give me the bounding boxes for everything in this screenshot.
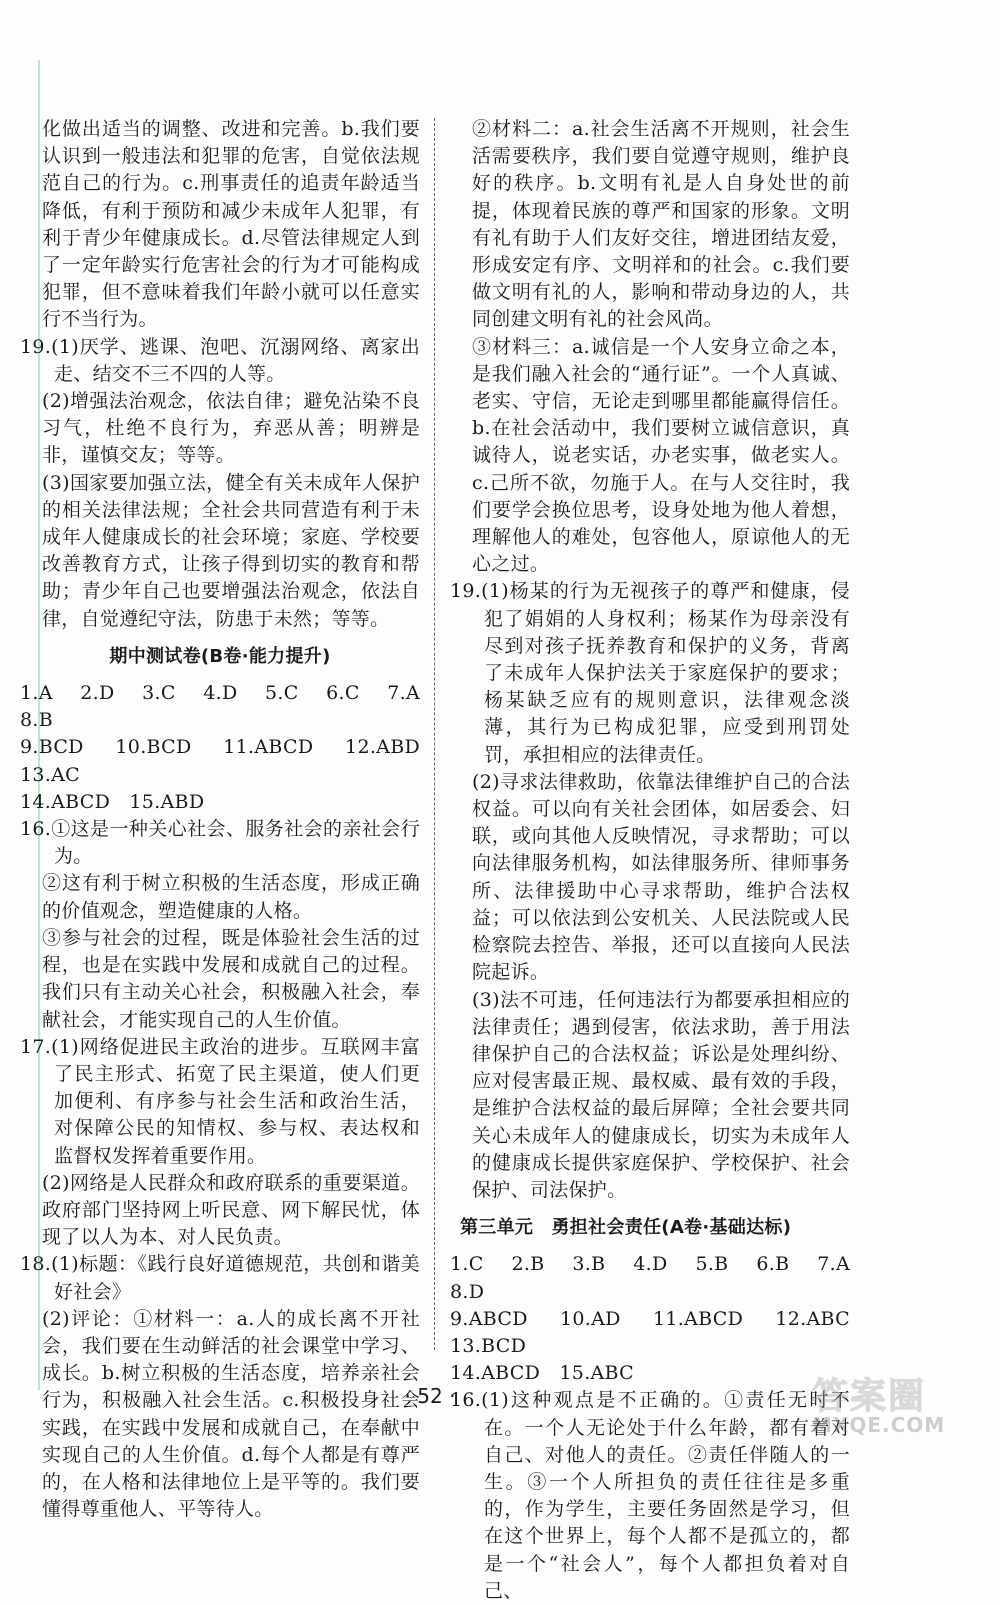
text-paragraph: 14.ABCD 15.ABD [20, 790, 205, 813]
section-heading: 期中测试卷(B卷·能力提升) [109, 645, 331, 667]
text-paragraph: 化做出适当的调整、改进和完善。b.我们要认识到一般违法和犯罪的危害，自觉依法规范自己的行为。c.刑事责任的追责年龄适当降低，有利于预防和减少未成年人犯罪，有利于青少年健康成长。d.尽管法律规定人到了一定年龄实行危害社会的行为才可能构成犯罪，但不意味着我们年龄小就可以任意实行不当行为。 [42, 118, 420, 331]
text-paragraph: 19.(1)厌学、逃课、泡吧、沉溺网络、离家出走、结交不三不四的人等。 [20, 335, 420, 385]
text-paragraph: 19.(1)杨某的行为无视孩子的尊严和健康，侵犯了娟娟的人身权利；杨某作为母亲没有尽到对孩子抚养教育和保护的义务，背离了未成年人保护法关于家庭保护的要求；杨某缺乏应有的规则意识，法律观念淡薄，其行为已构成犯罪，应受到刑罚处罚，承担相应的法律责任。 [450, 580, 850, 766]
text-paragraph: (3)国家要加强立法，健全有关未成年人保护的相关法律法规；全社会共同营造有利于未成年人健康成长的社会环境；家庭、学校要改善教育方式，让孩子得到切实的教育和帮助；青少年自己也要增强法治观念，依法自律，自觉遵纪守法，防患于未然；等等。 [42, 471, 420, 630]
watermark-logo [812, 1368, 992, 1438]
text-paragraph: (2)评论：①材料一：a.人的成长离不开社会，我们要在生动鲜活的社会课堂中学习、成长。b.树立积极的生活态度，培养亲社会行为，积极融入社会生活。c.积极投身社会实践，在实践中发展和成就自己，在奉献中实现自己的人生价值。d.每个人都是有尊严的，在人格和法律地位上是平等的。我们要懂得尊重他人、平等待人。 [42, 1307, 420, 1521]
text-paragraph: ②这有利于树立积极的生活态度，形成正确的价值观念，塑造健康的人格。 [42, 872, 420, 922]
watermark-text: 答案圈 [812, 1376, 927, 1417]
text-paragraph: (2)增强法治观念，依法自律；避免沾染不良习气，杜绝不良行为，弃恶从善；明辨是非，谨慎交友；等等。 [42, 390, 420, 467]
text-paragraph: 17.(1)网络促进民主政治的进步。互联网丰富了民主形式、拓宽了民主渠道，使人们更加便利、有序参与社会生活和政治生活，对保障公民的知情权、参与权、表达权和监督权发挥着重要作用。 [20, 1035, 420, 1167]
section-heading: 第三单元 勇担社会责任(A卷·基础达标) [460, 1217, 792, 1239]
text-paragraph: 14.ABCD 15.ABC [450, 1362, 635, 1385]
watermark-url: MXQE.COM [812, 1413, 946, 1437]
text-paragraph: ③材料三：a.诚信是一个人安身立命之本，是我们融入社会的“通行证”。一个人真诚、老实、守信，无论走到哪里都能赢得信任。b.在社会活动中，我们要树立诚信意识，真诚待人，说老实话，办老实事，做老实人。c.己所不欲，勿施于人。在与人交往时，我们要学会换位思考，设身处地为他人着想，理解他人的难处，包容他人，原谅他人的无心之过。 [472, 335, 850, 576]
text-paragraph: ③参与社会的过程，既是体验社会生活的过程，也是在实践中发展和成就自己的过程。我们只有主动关心社会，积极融入社会，奉献社会，才能实现自己的人生价值。 [42, 926, 420, 1031]
text-paragraph: 1.C 2.B 3.B 4.D 5.B 6.B 7.A 8.D [450, 1253, 870, 1303]
text-paragraph: 16.①这是一种关心社会、服务社会的亲社会行为。 [20, 818, 420, 868]
text-paragraph: (2)寻求法律救助，依靠法律维护自己的合法权益。可以向有关社会团体，如居委会、妇联，或向其他人反映情况，寻求帮助；可以向法律服务机构，如法律服务所、律师事务所、法律援助中心寻求帮助，维护合法权益；可以依法到公安机关、人民法院或人民检察院去控告、举报，还可以直接向人民法院起诉。 [472, 770, 850, 984]
text-paragraph: 18.(1)标题：《践行良好道德规范，共创和谐美好社会》 [20, 1253, 420, 1303]
text-paragraph: 9.ABCD 10.AD 11.ABCD 12.ABC 13.BCD [450, 1307, 870, 1357]
text-paragraph: 1.A 2.D 3.C 4.D 5.C 6.C 7.A 8.B [20, 682, 440, 732]
column-divider [434, 118, 435, 1350]
text-paragraph: (2)网络是人民群众和政府联系的重要渠道。政府部门坚持网上听民意、网下解民忧，体现了以人为本、对人民负责。 [42, 1171, 420, 1249]
page-number: · 52 · [404, 1384, 456, 1408]
text-paragraph: (3)法不可违，任何违法行为都要承担相应的法律责任；遇到侵害，依法求助，善于用法律保护自己的合法权益；诉讼是处理纠纷、应对侵害最正规、最权威、最有效的手段，是维护合法权益的最后屏障；全社会要共同关心未成年人的健康成长，切实为未成年人的健康成长提供家庭保护、学校保护、社会保护、司法保护。 [472, 988, 850, 1201]
text-paragraph: 16.(1)这种观点是不正确的。①责任无时不在。一个人无论处于什么年龄，都有着对自己、对他人的责任。②责任伴随人的一生。③一个人所担负的责任往往是多重的，作为学生，主要任务固然是学习，但在这个世界上，每个人都不是孤立的，都是一个“社会人”，每个人都担负着对自己、 [450, 1389, 850, 1602]
text-paragraph: ②材料二：a.社会生活离不开规则，社会生活需要秩序，我们要自觉遵守规则，维护良好的秩序。b.文明有礼是人自身处世的前提，体现着民族的尊严和国家的形象。文明有礼有助于人们友好交往，增进团结友爱，形成安定有序、文明祥和的社会。c.我们要做文明有礼的人，影响和带动身边的人，共同创建文明有礼的社会风尚。 [472, 118, 850, 331]
text-paragraph: 9.BCD 10.BCD 11.ABCD 12.ABD 13.AC [20, 736, 440, 786]
